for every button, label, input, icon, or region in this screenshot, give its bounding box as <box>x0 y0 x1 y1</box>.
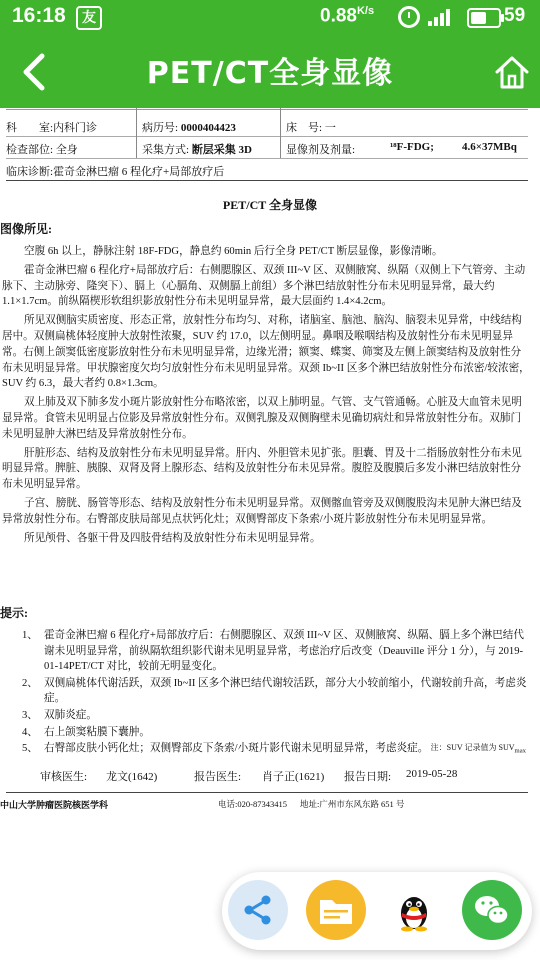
reporter-name: 肖子正(1621) <box>262 771 325 783</box>
app-header <box>0 34 540 108</box>
alarm-icon <box>398 6 420 28</box>
report-date: 2019-05-28 <box>406 768 458 780</box>
finding-paragraph: 空腹 6h 以上，静脉注射 18F-FDG，静息约 60min 后行全身 PET/CT 断层显像，影像清晰。 <box>24 246 443 257</box>
signal-icon <box>428 6 456 26</box>
suv-note: 注：SUV 记录值为 $SUV_{max}$ <box>430 743 526 755</box>
finding-paragraph: 子宫、膀胱、肠管等形态、结构及放射性分布未见明显异常。双侧髂血管旁及双侧腹股沟未见肿大淋巴结及异常放射性分布。右臀部皮肤局部见点状钙化灶；双侧臀部皮下条索/小斑片影放射性分布未见明显异常。 <box>2 497 522 525</box>
findings-text <box>2 244 530 549</box>
conclusion-list <box>22 628 528 758</box>
battery-icon <box>467 8 501 28</box>
app-notification-icon: 友 <box>76 6 102 30</box>
reviewer-name: 龙文(1642) <box>106 771 158 783</box>
battery-level: 59 <box>504 5 526 26</box>
network-speed: $0.88^{K/s}$ <box>320 5 375 27</box>
wechat-share-button[interactable] <box>462 880 522 940</box>
finding-paragraph: 所见双侧脑实质密度、形态正常，放射性分布均匀、对称，诸脑室、脑池、脑沟、脑裂未见异常，中线结构居中。双侧扁桃体轻度肿大放射性浓聚，SUV 约 17.0，以左侧明显。鼻咽及喉咽结构及放射性分布未见明显异常。右侧上颌窦低密度影放射性分布未见明显异常，边缘光滑；额窦、蝶窦、筛窦及左侧上颌窦结构及放射性分布未见明显异常。甲状腺密度欠均匀放射性分布未见明显异常。双颈 Ib~II 区多个淋巴结放射性分布浓密/较浓密，SUV 约 6.3，最大者约 0.8×1.3cm。 <box>2 315 530 390</box>
finding-paragraph: 肝脏形态、结构及放射性分布未见明显异常。肝内、外胆管未见扩张。胆囊、胃及十二指肠放射性分布未见明显异常。脾脏、胰腺、双肾及肾上腺形态、结构及放射性分布未见异常。腹腔及腹膜后多发小淋巴结放射性分布未见明显异常。 <box>2 447 522 491</box>
qq-penguin-icon <box>384 880 444 940</box>
status-bar <box>0 0 540 34</box>
share-bar <box>222 872 532 950</box>
save-to-folder-button[interactable] <box>306 880 366 940</box>
list-item: 3、 双肺炎症。 <box>22 709 97 721</box>
share-icon <box>228 880 288 940</box>
report-title: PET/CT 全身显像 <box>222 198 318 212</box>
conclusion-heading: 提示: <box>0 606 28 620</box>
status-time: 16:18 <box>12 4 66 27</box>
finding-paragraph: 所见颅骨、各躯干骨及四肢骨结构及放射性分布未见明显异常。 <box>24 532 321 544</box>
share-button[interactable] <box>228 880 288 940</box>
qq-share-button[interactable] <box>384 880 444 940</box>
list-item: 1、 霍奇金淋巴瘤 6 程化疗+局部放疗后：右侧腮腺区、双颈 III~V 区、双侧腋窝、纵隔、膈上多个淋巴结代谢未见明显异常，前纵隔软组织影代谢未见明显异常，考虑治疗后改变（Deauville 评分 1 分），与 2019-01-14PET/CT 对比，较前无明显变化。 <box>22 630 524 673</box>
list-item: 5、 右臀部皮肤小钙化灶；双侧臀部皮下条索/小斑片影代谢未见明显异常，考虑炎症。 <box>22 743 429 755</box>
findings-heading: 图像所见: <box>0 222 52 236</box>
finding-paragraph: 双上肺及双下肺多发小斑片影放射性分布略浓密，以双上肺明显。气管、支气管通畅。心脏及大血管未见明显异常。食管未见明显占位影及异常放射性分布。双侧乳腺及双侧胸壁未见确切病灶和异常放射性分布。双肺门未见明显肿大淋巴结及异常放射性分布。 <box>2 397 522 440</box>
home-icon[interactable] <box>494 54 530 90</box>
list-item: 2、 双侧扁桃体代谢活跃，双颈 Ib~II 区多个淋巴结代谢较活跃，部分大小较前缩小，代谢较前升高，考虑炎症。 <box>22 677 527 705</box>
report-document[interactable]: 科 室:内科门诊 病历号: 0000404423 床 号: 一 检查部位: 全身 采集方式: 断层采集 3D 显像剂及剂量: ¹⁸F-FDG; 4.6×37MBq 临床诊断:霍奇金淋巴瘤 6 程化疗+局部放疗后 PET/CT 全身显像 图像所见: 空腹 6h 以上，静脉注射 18F-FDG，静息约 60min 后行全身 PET/CT 断层显像，影像清晰。 霍奇金淋巴瘤 6 程化疗+局部放疗后：右侧腮腺区、双颈 III~V 区、双侧腋窝、纵隔（双侧上下气管旁、主动脉下、主动脉旁、隆突下）、膈上（心膈角、双侧膈上前组）多个淋巴结放射性分布未见明显异常，最大约 1.1×1.7cm。前纵隔楔形软组织影放射性分布未见明显异常，最大层面约 1.4×4.2cm。 所见双侧脑实质密度、形态正常，放射性分布均匀、对称，诸脑室、脑池、脑沟、脑裂未见异常，中线结构居中。双侧扁桃体轻度肿大放射性浓聚，SUV 约 17.0，以左侧明显。鼻咽及喉咽结构及放射性分布未见明显异常。右侧上颌窦低密度影放射性分布未见明显异常，边缘光滑；额窦、蝶窦、筛窦及左侧上颌窦结构及放射性分布未见明显异常。甲状腺密度欠均匀放射性分布未见明显异常。双颈 Ib~II 区多个淋巴结放射性分布浓密/较浓密，SUV 约 6.3，最大者约 0.8×1.3cm。 双上肺及双下肺多发小斑片影放射性分布略浓密，以双上肺明显。气管、支气管通畅。心脏及大血管未见明显异常。食管未见明显占位影及异常放射性分布。双侧乳腺及双侧胸壁未见确切病灶和异常放射性分布。双肺门未见明显肿大淋巴结及异常放射性分布。 肝脏形态、结构及放射性分布未见明显异常。肝内、外胆管未见扩张。胆囊、胃及十二指肠放射性分布未见明显异常。脾脏、胰腺、双肾及肾上腺形态、结构及放射性分布未见异常。腹腔及腹膜后多发小淋巴结放射性分布未见明显异常。 子宫、膀胱、肠管等形态、结构及放射性分布未见明显异常。双侧髂血管旁及双侧腹股沟未见肿大淋巴结及异常放射性分布。右臀部皮肤局部见点状钙化灶；双侧臀部皮下条索/小斑片影放射性分布未见明显异常。 所见颅骨、各躯干骨及四肢骨结构及放射性分布未见明显异常。 提示: 1、 霍奇金淋巴瘤 6 程化疗+局部放疗后：右侧腮腺区、双颈 III~V 区、双侧腋窝、纵隔、膈上多个淋巴结代谢未见明显异常，前纵隔软组织影代谢未见明显异常，考虑治疗后改变（Deauville 评分 1 分），与 2019-01-14PET/CT 对比，较前无明显变化。 2、 双侧扁桃体代谢活跃，双颈 Ib~II 区多个淋巴结代谢较活跃，部分大小较前缩小，代谢较前升高，考虑炎症。 3、 双肺炎症。 4、 右上颌窦粘膜下囊肿。 5、 右臀部皮肤小钙化灶；双侧臀部皮下条索/小斑片影代谢未见明显异常，考虑炎症。 注：SUV 记录值为 $SUV_{max}$ 审核医生: 龙文(1642) 报告医生: 肖子正(1621) 报告日期: 2019-05-28 中山大学肿瘤医院核医学科 电话:020-87343415 地址:广州市东风东路 651 号 <box>0 108 540 960</box>
finding-paragraph: 霍奇金淋巴瘤 6 程化疗+局部放疗后：右侧腮腺区、双颈 III~V 区、双侧腋窝、纵隔（双侧上下气管旁、主动脉下、主动脉旁、隆突下）、膈上（心膈角、双侧膈上前组）多个淋巴结放射性分布未见明显异常，最大约 1.1×1.7cm。前纵隔楔形软组织影放射性分布未见明显异常，最大层面约 1.4×4.2cm。 <box>2 264 526 308</box>
list-item: 4、 右上颌窦粘膜下囊肿。 <box>22 726 150 738</box>
folder-icon <box>306 880 366 940</box>
wechat-icon <box>462 880 522 940</box>
report-footer: 中山大学肿瘤医院核医学科 电话:020-87343415 地址:广州市东风东路 651 号 <box>0 799 405 810</box>
page-title: PET/CT全身显像 <box>146 56 394 91</box>
